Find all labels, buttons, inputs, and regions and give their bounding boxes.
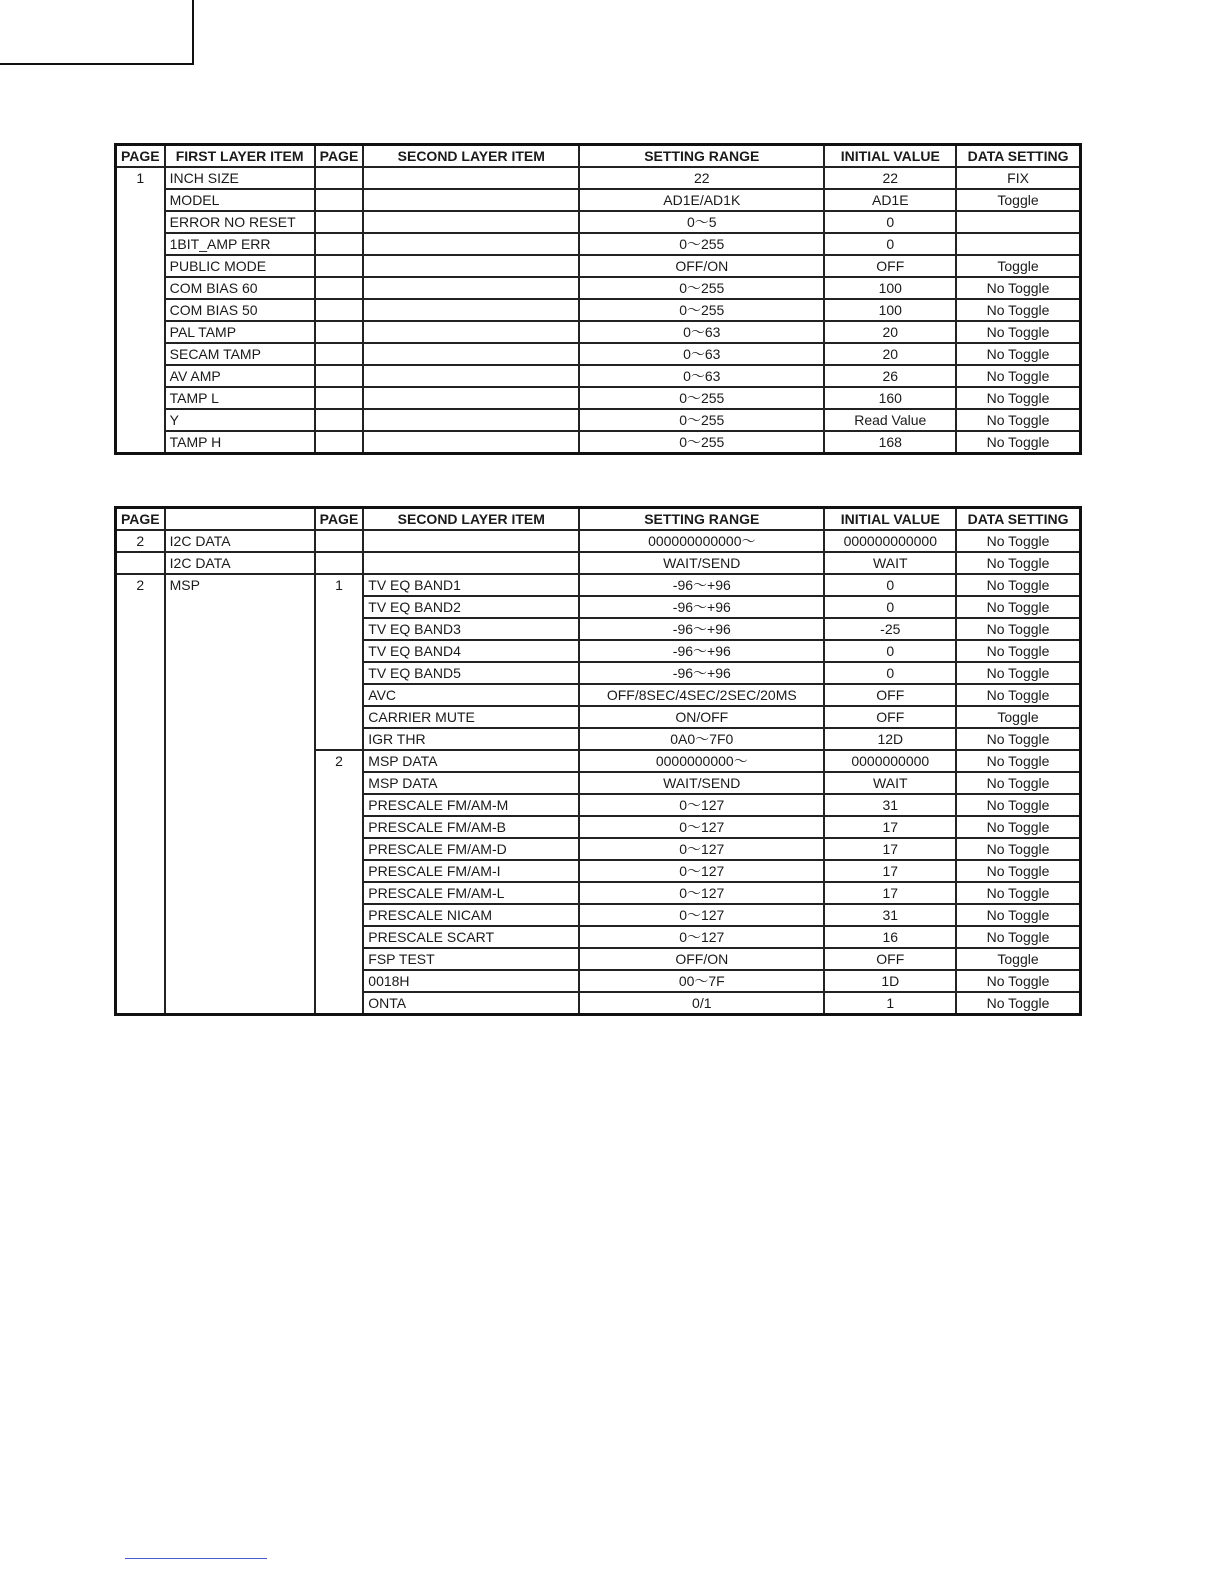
setting-range-cell: -96～+96	[579, 662, 824, 684]
first-layer-item-cell: I2C DATA	[165, 530, 315, 552]
data-setting-cell: No Toggle	[956, 794, 1080, 816]
setting-range-cell: 0～255	[579, 233, 824, 255]
sub-page-cell	[315, 233, 364, 255]
sub-page-cell	[315, 431, 364, 454]
initial-value-cell: OFF	[824, 948, 956, 970]
header-initial-value: INITIAL VALUE	[824, 508, 956, 531]
initial-value-cell: 12D	[824, 728, 956, 750]
data-setting-cell: No Toggle	[956, 640, 1080, 662]
data-setting-cell: No Toggle	[956, 431, 1080, 454]
second-layer-item-cell: 0018H	[363, 970, 579, 992]
initial-value-cell: 31	[824, 904, 956, 926]
page-corner-frame	[0, 0, 194, 65]
initial-value-cell: 168	[824, 431, 956, 454]
table-row	[116, 299, 1081, 321]
first-layer-item-cell: PAL TAMP	[165, 321, 315, 343]
setting-range-cell: 00～7F	[579, 970, 824, 992]
setting-range-cell: -96～+96	[579, 618, 824, 640]
second-layer-item-cell: CARRIER MUTE	[363, 706, 579, 728]
first-layer-item-cell: TAMP L	[165, 387, 315, 409]
initial-value-cell: 0	[824, 662, 956, 684]
header-second-layer-item: SECOND LAYER ITEM	[363, 508, 579, 531]
first-layer-item-cell: Y	[165, 409, 315, 431]
first-layer-item-cell: MODEL	[165, 189, 315, 211]
table-row	[116, 167, 1081, 189]
second-layer-item-cell: PRESCALE FM/AM-I	[363, 860, 579, 882]
table-row	[116, 189, 1081, 211]
data-setting-cell: No Toggle	[956, 552, 1080, 574]
sub-page-cell: 1	[315, 574, 364, 750]
setting-range-cell: 0～5	[579, 211, 824, 233]
second-layer-item-cell: IGR THR	[363, 728, 579, 750]
header-first-layer-item: FIRST LAYER ITEM	[165, 145, 315, 168]
data-setting-cell: No Toggle	[956, 772, 1080, 794]
sub-page-cell	[315, 552, 364, 574]
header-setting-range: SETTING RANGE	[579, 145, 824, 168]
setting-range-cell: 0～63	[579, 321, 824, 343]
initial-value-cell: 17	[824, 816, 956, 838]
second-layer-item-cell	[363, 387, 579, 409]
initial-value-cell: 17	[824, 860, 956, 882]
setting-range-cell: ON/OFF	[579, 706, 824, 728]
initial-value-cell: 0	[824, 574, 956, 596]
setting-range-cell: -96～+96	[579, 596, 824, 618]
initial-value-cell: 17	[824, 838, 956, 860]
setting-range-cell: 0～63	[579, 343, 824, 365]
first-layer-item-cell: ERROR NO RESET	[165, 211, 315, 233]
table-row	[116, 277, 1081, 299]
second-layer-item-cell: PRESCALE FM/AM-B	[363, 816, 579, 838]
second-layer-item-cell: TV EQ BAND5	[363, 662, 579, 684]
header-sub-page: PAGE	[315, 508, 364, 531]
header-sub-page: PAGE	[315, 145, 364, 168]
data-setting-cell: No Toggle	[956, 299, 1080, 321]
first-layer-item-cell: SECAM TAMP	[165, 343, 315, 365]
setting-range-cell: 0～255	[579, 431, 824, 454]
second-layer-item-cell	[363, 189, 579, 211]
initial-value-cell: 100	[824, 299, 956, 321]
sub-page-cell	[315, 277, 364, 299]
initial-value-cell: 0	[824, 211, 956, 233]
settings-table-page-1	[114, 143, 1082, 455]
initial-value-cell: OFF	[824, 255, 956, 277]
footer-rule	[125, 1558, 267, 1559]
sub-page-cell	[315, 211, 364, 233]
setting-range-cell: WAIT/SEND	[579, 552, 824, 574]
data-setting-cell: No Toggle	[956, 387, 1080, 409]
initial-value-cell: 20	[824, 343, 956, 365]
setting-range-cell: 0～255	[579, 277, 824, 299]
initial-value-cell: 17	[824, 882, 956, 904]
setting-range-cell: 0～127	[579, 860, 824, 882]
first-layer-item-cell: COM BIAS 60	[165, 277, 315, 299]
table-row	[116, 431, 1081, 454]
table-header-row	[116, 508, 1081, 531]
sub-page-cell	[315, 409, 364, 431]
table-row	[116, 343, 1081, 365]
data-setting-cell: FIX	[956, 167, 1080, 189]
header-second-layer-item: SECOND LAYER ITEM	[363, 145, 579, 168]
data-setting-cell: Toggle	[956, 255, 1080, 277]
initial-value-cell: 0	[824, 640, 956, 662]
second-layer-item-cell: MSP DATA	[363, 750, 579, 772]
initial-value-cell: 0000000000	[824, 750, 956, 772]
sub-page-cell	[315, 255, 364, 277]
table-row	[116, 255, 1081, 277]
initial-value-cell: 0	[824, 233, 956, 255]
second-layer-item-cell: PRESCALE FM/AM-M	[363, 794, 579, 816]
second-layer-item-cell	[363, 409, 579, 431]
data-setting-cell: No Toggle	[956, 684, 1080, 706]
second-layer-item-cell: PRESCALE NICAM	[363, 904, 579, 926]
second-layer-item-cell: PRESCALE FM/AM-D	[363, 838, 579, 860]
header-page: PAGE	[116, 145, 165, 168]
setting-range-cell: 0～127	[579, 816, 824, 838]
table-row	[116, 530, 1081, 552]
initial-value-cell: OFF	[824, 684, 956, 706]
table-row	[116, 365, 1081, 387]
data-setting-cell: No Toggle	[956, 750, 1080, 772]
data-setting-cell: No Toggle	[956, 816, 1080, 838]
data-setting-cell: No Toggle	[956, 992, 1080, 1015]
second-layer-item-cell: ONTA	[363, 992, 579, 1015]
setting-range-cell: 0～255	[579, 299, 824, 321]
setting-range-cell: 0～63	[579, 365, 824, 387]
second-layer-item-cell	[363, 552, 579, 574]
data-setting-cell: No Toggle	[956, 882, 1080, 904]
settings-table-page-2	[114, 506, 1082, 1016]
data-setting-cell: No Toggle	[956, 728, 1080, 750]
sub-page-cell	[315, 530, 364, 552]
second-layer-item-cell	[363, 365, 579, 387]
data-setting-cell: No Toggle	[956, 970, 1080, 992]
second-layer-item-cell: FSP TEST	[363, 948, 579, 970]
second-layer-item-cell	[363, 343, 579, 365]
first-layer-item-cell: PUBLIC MODE	[165, 255, 315, 277]
table-header-row	[116, 145, 1081, 168]
second-layer-item-cell	[363, 211, 579, 233]
page-number-cell: 2	[116, 530, 165, 552]
initial-value-cell: AD1E	[824, 189, 956, 211]
data-setting-cell: No Toggle	[956, 860, 1080, 882]
first-layer-item-cell: TAMP H	[165, 431, 315, 454]
header-initial-value: INITIAL VALUE	[824, 145, 956, 168]
initial-value-cell: 31	[824, 794, 956, 816]
second-layer-item-cell	[363, 431, 579, 454]
page-number-cell	[116, 552, 165, 574]
second-layer-item-cell	[363, 233, 579, 255]
first-layer-item-cell: AV AMP	[165, 365, 315, 387]
setting-range-cell: 0～255	[579, 387, 824, 409]
initial-value-cell: 160	[824, 387, 956, 409]
second-layer-item-cell	[363, 167, 579, 189]
data-setting-cell: No Toggle	[956, 904, 1080, 926]
setting-range-cell: 0000000000～	[579, 750, 824, 772]
sub-page-cell	[315, 167, 364, 189]
data-setting-cell	[956, 211, 1080, 233]
second-layer-item-cell: AVC	[363, 684, 579, 706]
setting-range-cell: 0A0～7F0	[579, 728, 824, 750]
initial-value-cell: Read Value	[824, 409, 956, 431]
second-layer-item-cell	[363, 277, 579, 299]
first-layer-item-cell: COM BIAS 50	[165, 299, 315, 321]
sub-page-cell	[315, 299, 364, 321]
initial-value-cell: 16	[824, 926, 956, 948]
setting-range-cell: 0/1	[579, 992, 824, 1015]
header-setting-range: SETTING RANGE	[579, 508, 824, 531]
setting-range-cell: AD1E/AD1K	[579, 189, 824, 211]
sub-page-cell	[315, 343, 364, 365]
setting-range-cell: 0～127	[579, 838, 824, 860]
initial-value-cell: WAIT	[824, 552, 956, 574]
second-layer-item-cell: TV EQ BAND1	[363, 574, 579, 596]
setting-range-cell: WAIT/SEND	[579, 772, 824, 794]
second-layer-item-cell: TV EQ BAND3	[363, 618, 579, 640]
table-row	[116, 321, 1081, 343]
data-setting-cell: No Toggle	[956, 343, 1080, 365]
initial-value-cell: 100	[824, 277, 956, 299]
second-layer-item-cell	[363, 321, 579, 343]
first-layer-item-cell: INCH SIZE	[165, 167, 315, 189]
header-page: PAGE	[116, 508, 165, 531]
sub-page-cell: 2	[315, 750, 364, 1015]
data-setting-cell: Toggle	[956, 706, 1080, 728]
initial-value-cell: 1	[824, 992, 956, 1015]
data-setting-cell: No Toggle	[956, 530, 1080, 552]
initial-value-cell: 000000000000	[824, 530, 956, 552]
initial-value-cell: 26	[824, 365, 956, 387]
header-data-setting: DATA SETTING	[956, 508, 1080, 531]
sub-page-cell	[315, 387, 364, 409]
setting-range-cell: 0～127	[579, 926, 824, 948]
initial-value-cell: 1D	[824, 970, 956, 992]
data-setting-cell: Toggle	[956, 948, 1080, 970]
header-data-setting: DATA SETTING	[956, 145, 1080, 168]
header-blank	[165, 508, 315, 531]
page-number-cell: 1	[116, 167, 165, 454]
sub-page-cell	[315, 321, 364, 343]
second-layer-item-cell: MSP DATA	[363, 772, 579, 794]
second-layer-item-cell	[363, 255, 579, 277]
table-row	[116, 211, 1081, 233]
table-row	[116, 409, 1081, 431]
setting-range-cell: 0～255	[579, 409, 824, 431]
data-setting-cell: No Toggle	[956, 596, 1080, 618]
setting-range-cell: OFF/ON	[579, 948, 824, 970]
data-setting-cell	[956, 233, 1080, 255]
first-layer-item-cell: I2C DATA	[165, 552, 315, 574]
data-setting-cell: No Toggle	[956, 838, 1080, 860]
data-setting-cell: Toggle	[956, 189, 1080, 211]
table-row	[116, 574, 1081, 596]
sub-page-cell	[315, 365, 364, 387]
setting-range-cell: -96～+96	[579, 640, 824, 662]
initial-value-cell: 0	[824, 596, 956, 618]
initial-value-cell: OFF	[824, 706, 956, 728]
first-layer-item-cell: 1BIT_AMP ERR	[165, 233, 315, 255]
setting-range-cell: 000000000000～	[579, 530, 824, 552]
data-setting-cell: No Toggle	[956, 574, 1080, 596]
data-setting-cell: No Toggle	[956, 277, 1080, 299]
second-layer-item-cell: PRESCALE FM/AM-L	[363, 882, 579, 904]
data-setting-cell: No Toggle	[956, 662, 1080, 684]
table-row	[116, 552, 1081, 574]
setting-range-cell: 0～127	[579, 882, 824, 904]
initial-value-cell: WAIT	[824, 772, 956, 794]
data-setting-cell: No Toggle	[956, 409, 1080, 431]
setting-range-cell: OFF/ON	[579, 255, 824, 277]
second-layer-item-cell: TV EQ BAND4	[363, 640, 579, 662]
second-layer-item-cell	[363, 299, 579, 321]
page-number-cell: 2	[116, 574, 165, 1015]
data-setting-cell: No Toggle	[956, 321, 1080, 343]
table-row	[116, 233, 1081, 255]
second-layer-item-cell: TV EQ BAND2	[363, 596, 579, 618]
second-layer-item-cell	[363, 530, 579, 552]
setting-range-cell: OFF/8SEC/4SEC/2SEC/20MS	[579, 684, 824, 706]
sub-page-cell	[315, 189, 364, 211]
data-setting-cell: No Toggle	[956, 365, 1080, 387]
setting-range-cell: -96～+96	[579, 574, 824, 596]
first-layer-item-cell: MSP	[165, 574, 315, 1015]
initial-value-cell: 22	[824, 167, 956, 189]
second-layer-item-cell: PRESCALE SCART	[363, 926, 579, 948]
data-setting-cell: No Toggle	[956, 618, 1080, 640]
table-row	[116, 387, 1081, 409]
initial-value-cell: 20	[824, 321, 956, 343]
setting-range-cell: 0～127	[579, 794, 824, 816]
setting-range-cell: 22	[579, 167, 824, 189]
initial-value-cell: -25	[824, 618, 956, 640]
data-setting-cell: No Toggle	[956, 926, 1080, 948]
setting-range-cell: 0～127	[579, 904, 824, 926]
